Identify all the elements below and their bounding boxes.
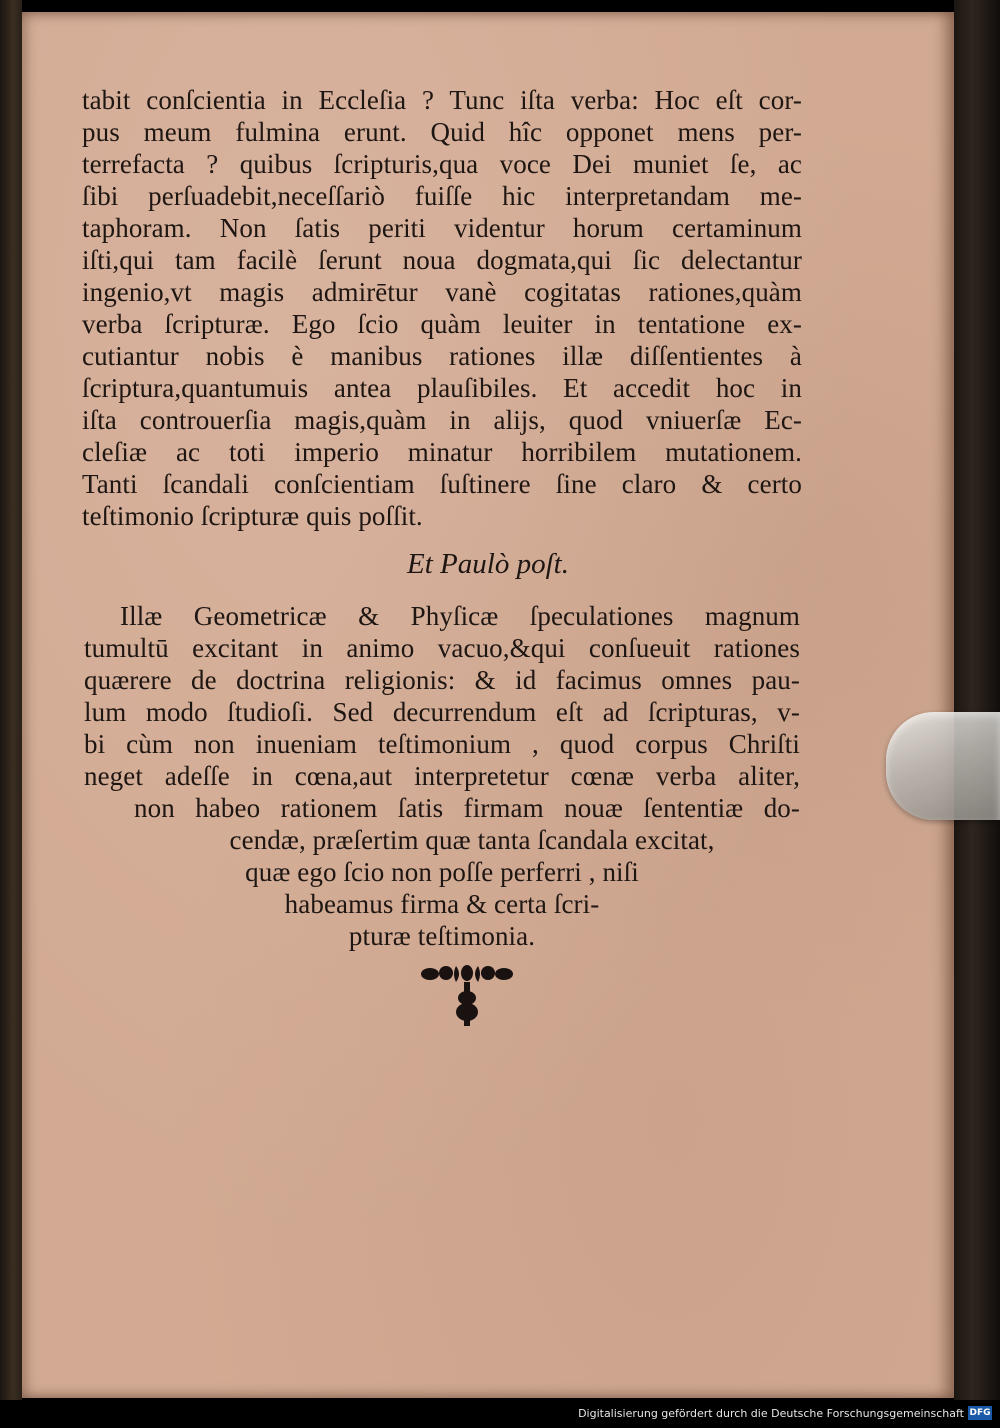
text-line: ingenio,vt magis admirētur vanè cogitatas rationes,quàm (82, 277, 802, 307)
text-line: quærere de doctrina religionis: & id facimus omnes pau- (84, 665, 800, 695)
paragraph-2 (84, 600, 800, 952)
text-line: ſibi perſuadebit,neceſſariò fuiſſe hic interpretandam me- (82, 181, 802, 211)
text-line: terrefacta ? quibus ſcripturis,qua voce Dei muniet ſe, ac (82, 149, 802, 179)
text-line: tabit conſcientia in Eccleſia ? Tunc iſta verba: Hoc eſt cor- (82, 85, 802, 115)
footer-credit: Digitalisierung gefördert durch die Deutsche Forschungsgemeinschaft (578, 1407, 964, 1420)
text-line: lum modo ſtudioſi. Sed decurrendum eſt ad ſcripturas, v- (84, 697, 800, 727)
text-line: pus meum fulmina erunt. Quid hîc opponet mens per- (82, 117, 802, 147)
text-line: Tanti ſcandali conſcientiam ſuſtinere ſine claro & certo (82, 469, 802, 499)
text-line: bi cùm non inueniam teſtimonium , quod corpus Chriſti (84, 729, 800, 759)
text-line: teſtimonio ſcripturæ quis poſſit. (82, 501, 423, 531)
text-line: verba ſcripturæ. Ego ſcio quàm leuiter in tentatione ex- (82, 309, 802, 339)
text-line: pturæ teſtimonia. (348, 921, 536, 951)
text-line: Illæ Geometricæ & Phyſicæ ſpeculationes magnum (120, 601, 800, 631)
text-line: habeamus firma & certa ſcri- (284, 889, 600, 919)
text-line: ſcriptura,quantumuis antea plauſibiles. Et accedit hoc in (82, 373, 802, 403)
paragraph-1 (82, 84, 802, 532)
section-heading: Et Paulò poſt. (407, 548, 569, 580)
text-line: cutiantur nobis è manibus rationes illæ diſſentientes à (82, 341, 802, 371)
book-spine-edge (0, 0, 22, 1400)
book-right-edge (954, 0, 1000, 1400)
text-line: cendæ, præſertim quæ tanta ſcandala excitat, (229, 825, 715, 855)
text-line: non habeo rationem ſatis firmam nouæ ſententiæ do- (134, 793, 800, 823)
page-holder-clip (886, 712, 1000, 820)
text-line: quæ ego ſcio non poſſe perferri , niſi (245, 857, 639, 887)
text-line: cleſiæ ac toti imperio minatur horribilem mutationem. (82, 437, 802, 467)
text-line: taphoram. Non ſatis periti videntur horum certaminum (82, 213, 802, 243)
text-line: iſta controuerſia magis,quàm in alijs, quod vniuerſæ Ec- (82, 405, 802, 435)
printers-flower-ornament-icon (412, 960, 522, 1030)
dfg-logo: DFG (969, 1408, 991, 1418)
text-line: tumultū excitant in animo vacuo,&qui conſueuit rationes (84, 633, 800, 663)
text-line: neget adeſſe in cœna,aut interpretetur cœnæ verba aliter, (84, 761, 800, 791)
text-line: iſti,qui tam facilè ſerunt noua dogmata,qui ſic delectantur (82, 245, 802, 275)
